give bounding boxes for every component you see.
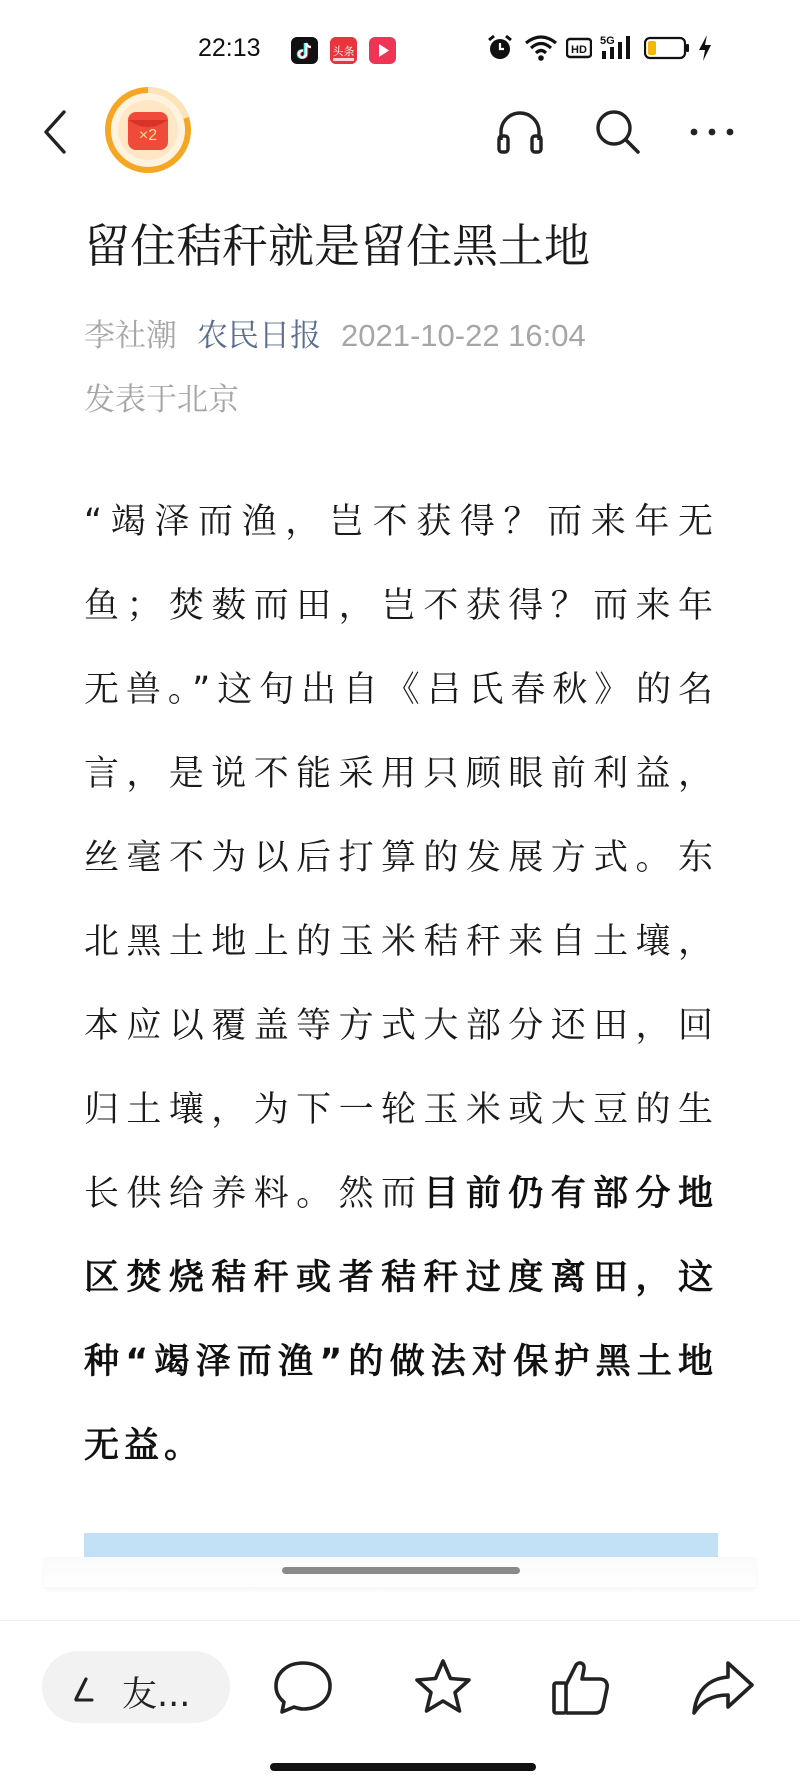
status-icons [486,33,726,63]
toutiao-icon [330,37,357,64]
share-button[interactable] [690,1655,756,1721]
article-source-link[interactable]: 农民日报 [197,318,321,354]
comment-placeholder: 友... [122,1675,191,1715]
star-icon [410,1655,476,1721]
battery-icon [644,33,694,63]
chevron-left-icon [40,108,72,156]
toutiao-label: 头条 [332,45,355,58]
article-meta [84,310,586,355]
wifi-icon [524,33,558,63]
more-dots-icon [686,106,738,158]
signal-5g-icon [600,33,636,63]
favorite-button[interactable] [410,1655,476,1721]
alarm-icon [486,33,514,63]
comments-button[interactable] [270,1655,336,1721]
article-author: 李社潮 [84,318,177,354]
article-date: 2021-10-22 16:04 [341,318,586,353]
reward-coin-button[interactable] [104,86,192,174]
scroll-indicator [282,1567,520,1574]
bottom-toolbar [0,1620,800,1779]
hd-label: HD [571,44,587,56]
video-icon [369,37,396,64]
article-title: 留住秸秆就是留住黑土地 [84,219,590,273]
coin-multiplier: ×2 [138,127,158,144]
pen-icon [70,1673,100,1703]
listen-button[interactable] [494,106,546,158]
status-time: 22:13 [198,34,261,62]
charging-icon [696,33,714,63]
more-button[interactable] [686,106,738,158]
thumbs-up-icon [548,1655,614,1721]
network-label: 5G [600,35,615,47]
hd-icon [566,33,592,63]
comment-input[interactable] [42,1651,230,1723]
headphone-icon [494,106,546,158]
article-image[interactable] [84,1533,718,1557]
comment-bubble-icon [270,1655,336,1721]
home-indicator[interactable] [270,1763,536,1771]
search-icon [592,106,644,158]
search-button[interactable] [592,106,644,158]
article-location: 发表于北京 [84,382,239,418]
status-bar [0,0,800,100]
red-envelope-icon [104,86,192,174]
tiktok-icon [291,37,318,64]
article-body [84,480,718,1488]
like-button[interactable] [548,1655,614,1721]
share-arrow-icon [690,1655,756,1721]
back-button[interactable] [40,108,72,156]
body-text: “竭泽而渔，岂不获得？而来年无鱼；焚薮而田，岂不获得？而来年无兽。”这句出自《吕氏春秋》的名言，是说不能采用只顾眼前利益，丝毫不为以后打算的发展方式。东北黑土地上的玉米秸秆来自土壤，本应以覆盖等方式大部分还田，回归土壤，为下一轮玉米或大豆的生长供给养料。然而 [84,502,718,1214]
body-text-bold: 目前仍有部分地区焚烧秸秆或者秸秆过度离田，这种“竭泽而渔”的做法对保护黑土地无益。 [84,1174,718,1466]
